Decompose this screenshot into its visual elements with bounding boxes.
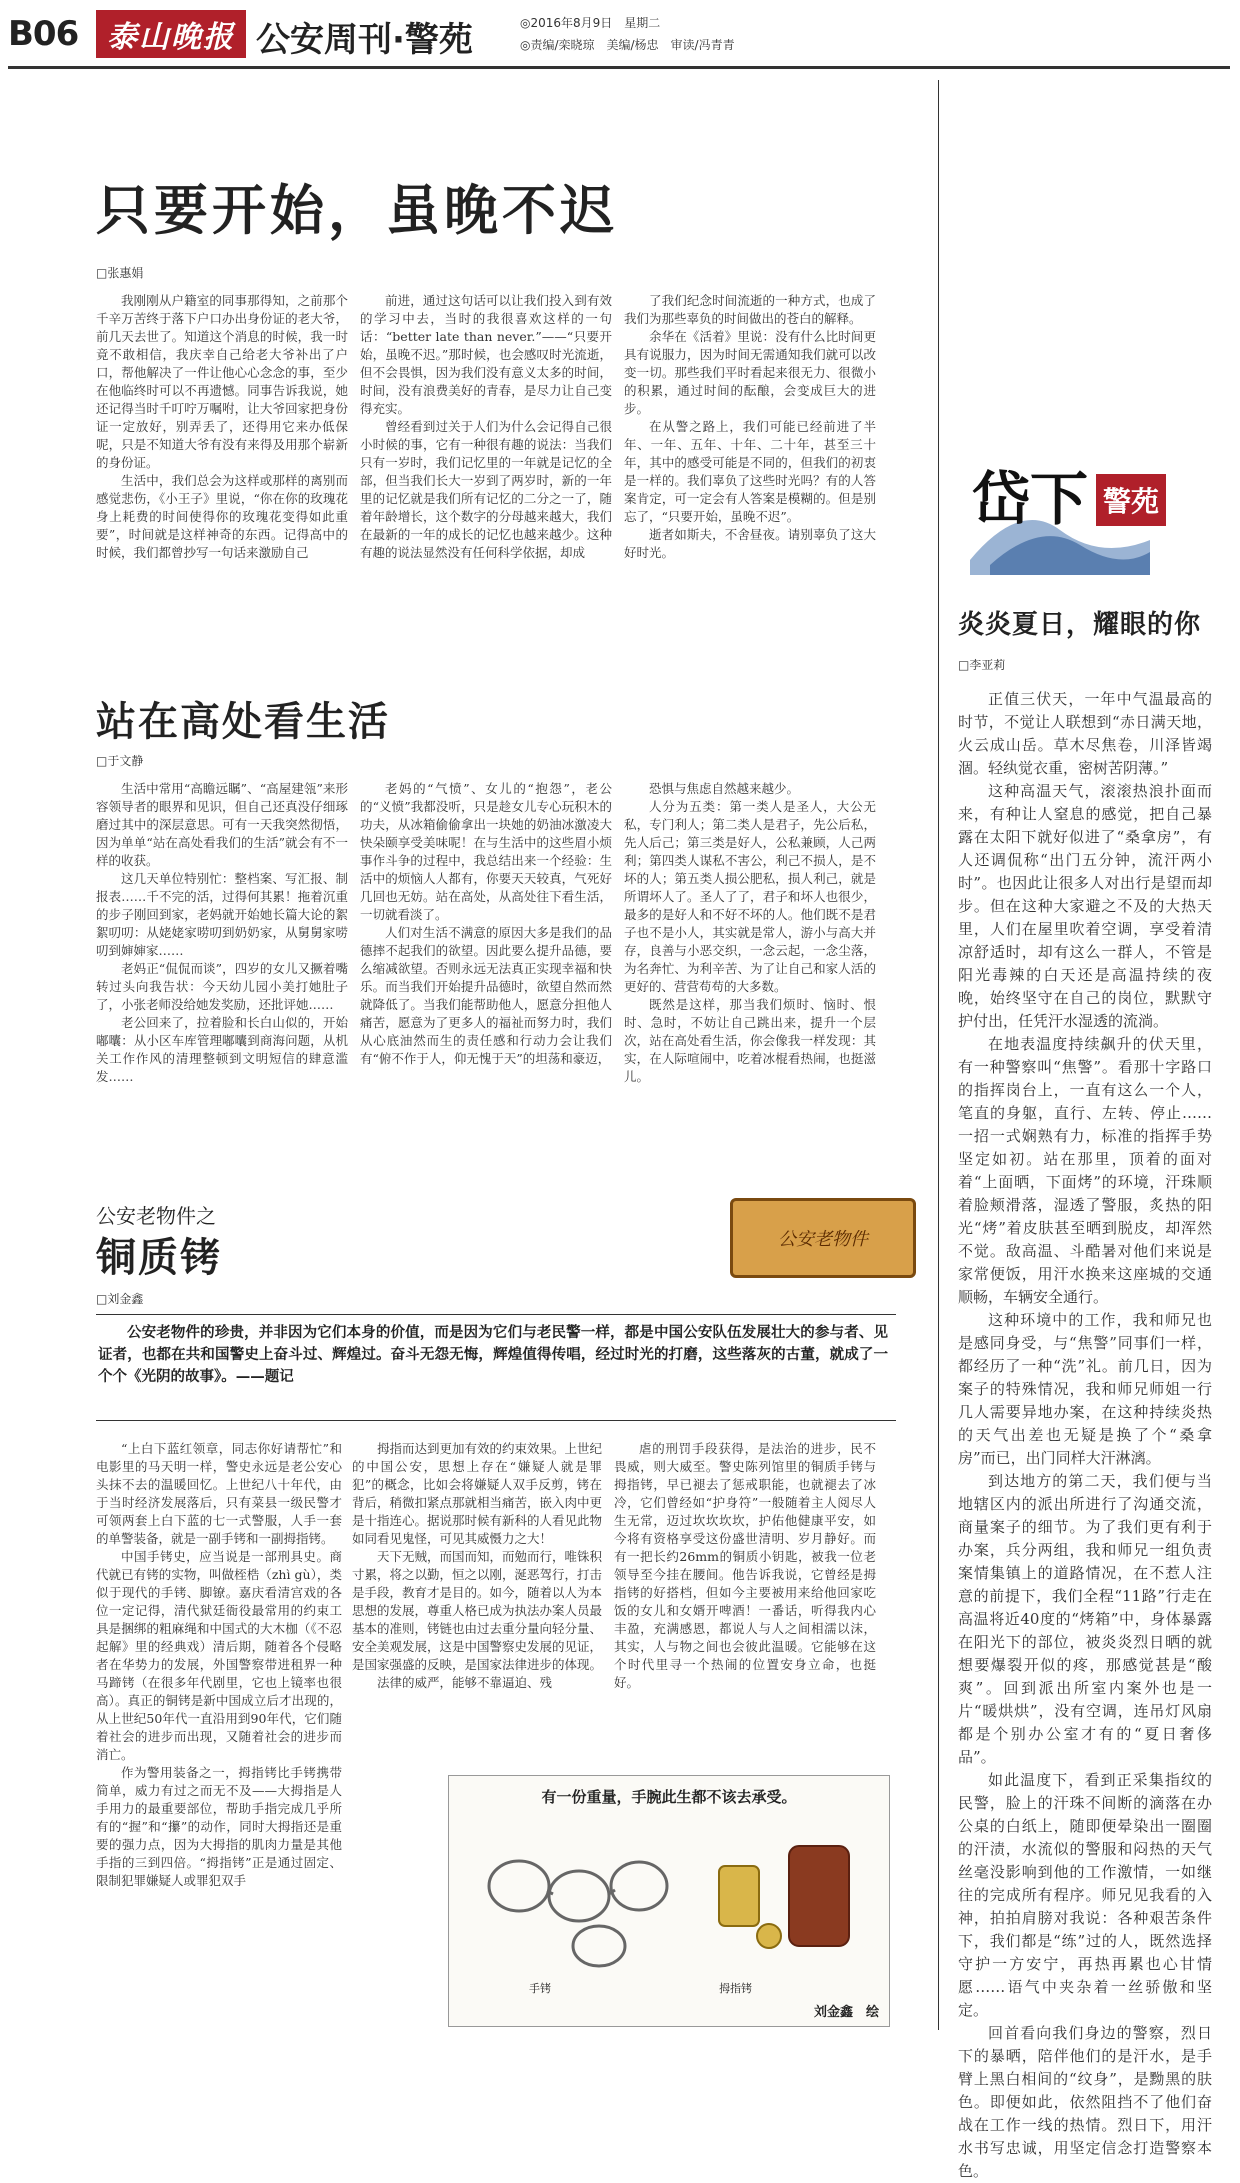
- paragraph: “上白下蓝红领章，同志你好请帮忙”和电影里的马天明一样，警史永远是老公安心头抹不去的温暖回忆。上世纪八十年代，由于当时经济发展落后，只有菜县一级民警才可领两套上白下蓝的七一式警服，人手一套的单警装备，就是一副手铐和一副拇指铐。: [96, 1441, 342, 1546]
- illustration-caption: 有一份重量，手腕此生都不该去承受。: [541, 1788, 797, 1806]
- label-right: 拇指铐: [719, 1982, 752, 1995]
- page-number: B06: [8, 14, 79, 54]
- sidebar-title: 炎炎夏日，耀眼的你: [958, 610, 1202, 640]
- section-title: 公安周刊·警苑: [256, 20, 473, 60]
- paragraph: 法律的威严，能够不靠逼迫、残: [377, 1675, 553, 1690]
- handcuffs-illustration: [448, 1775, 890, 2027]
- paragraph: 在地表温度持续飙升的伏天里，有一种警察叫“焦警”。看那十字路口的指挥岗台上，一直有这么一个人，笔直的身躯，直行、左转、停止……一招一式娴熟有力，标准的指挥手势坚定如初。站在那里，顶着的面对着“上面晒，下面烤”的环境，汗珠顺着脸颊滑落，湿透了警服，炙热的阳光“烤”着皮肤甚至晒到脱皮，却浑然不觉。敌高温、斗酷暑对他们来说是家常便饭，用汗水换来这座城的交通顺畅，车辆安全通行。: [958, 1035, 1212, 1306]
- paragraph: 在从警之路上，我们可能已经前进了半年、一年、五年、十年、二十年，甚至三十年，其中的感受可能是不同的，但我们的初衷是一样的。我们辜负了这些时光吗？有的人答案肯定，可一定会有人答案是模糊的。但是别忘了，“只要开始，虽晚不迟”。: [624, 419, 876, 524]
- label-left: 手铐: [529, 1982, 551, 1995]
- article2-title: 站在高处看生活: [96, 699, 390, 745]
- intro-top-rule: [96, 1314, 896, 1315]
- sidebar-body: [958, 688, 1212, 2180]
- article3-byline: □刘金鑫: [96, 1292, 144, 1306]
- paragraph: 回首看向我们身边的警察，烈日下的暴晒，陪伴他们的是汗水，是手臂上黑白相间的“纹身”，是黝黑的肤色。即便如此，依然阻挡不了他们奋战在工作一线的热情。烈日下，用汗水书写忠诚，用坚定信念打造警察本色。: [958, 2024, 1212, 2180]
- paragraph: 如此温度下，看到正采集指纹的民警，脸上的汗珠不间断的滴落在办公桌的白纸上，随即便晕染出一圈圈的汗渍，水流似的警服和闷热的天气丝毫没影响到他的工作激情，一如继往的完成所有程序。师兄见我看的入神，拍拍肩膀对我说：各种艰苦条件下，我们都是“练”过的人，既然选择守护一方安宁，再热再累也心甘情愿……语气中夹杂着一丝骄傲和坚定。: [958, 1771, 1212, 2019]
- article1-col2: [360, 292, 612, 676]
- article1-byline: □张惠娟: [96, 266, 144, 280]
- article3-col1: [96, 1440, 342, 2030]
- paragraph: 正值三伏天，一年中气温最高的时节，不觉让人联想到“赤日满天地，火云成山岳。草木尽焦卷，川泽皆竭涸。轻纨觉衣重，密树苦阴薄。”: [958, 690, 1212, 777]
- paragraph: 拇指而达到更加有效的约束效果。上世纪的中国公安，思想上存在“嫌疑人就是罪犯”的概念，比如会将嫌疑人双手反剪，铐在背后，稍微扣紧点那就相当痛苦，嵌入肉中更是十指连心。据说那时候有新科的人看见此物如同看见鬼怪，可见其威慑力之大！: [352, 1441, 603, 1546]
- paragraph: 了我们纪念时间流逝的一种方式，也成了我们为那些辜负的时间做出的苍白的解释。: [624, 293, 876, 326]
- column-divider: [938, 80, 939, 2030]
- paragraph: 我刚刚从户籍室的同事那得知，之前那个千辛万苦终于落下户口办出身份证的老大爷，前几天去世了。知道这个消息的时候，我一时竟不敢相信，我庆幸自己给老大爷补出了户口，帮他解决了一件让他心心念念的事，至少在他临终时可以不再遗憾。同事告诉我说，她还记得当时千叮咛万嘱咐，让大爷回家把身份证一定放好，别弄丢了，还得用它来办低保呢，只是不知道大爷有没有来得及用那个崭新的身份证。: [96, 293, 348, 470]
- article2-col2: [360, 780, 612, 1180]
- paragraph: 人分为五类：第一类人是圣人，大公无私，专门利人；第二类人是君子，先公后私，先人后己；第三类是好人，公私兼顾，人己两利；第四类人谋私不害公，利己不损人，是不坏的人；第五类人损公肥私，损人利己，就是所谓坏人了。圣人了了，君子和坏人也很少，最多的是好人和不好不坏的人。他们既不是君子也不是小人，其实就是常人，游小与高大并存，良善与小恶交织，一念云起，一念尘落，为名奔忙、为利辛苦、为了让自己和家人活的更好的、营营苟苟的大多数。: [624, 799, 876, 994]
- article2-col3: [624, 780, 876, 1180]
- paragraph: 天下无贼，而国而知，而勉而行，唯铢积寸累，将之以勤，恒之以刚，涎恶驾行，打击是手段，教育才是目的。如今，随着以人为本思想的发展，尊重人格已成为执法办案人员最基本的准则，铐链也由过去重分量向轻分量、安全美观发展，这是中国警察史发展的见证，是国家强盛的反映，是国家法律进步的体现。: [352, 1549, 603, 1672]
- article3-intro: 公安老物件的珍贵，并非因为它们本身的价值，而是因为它们与老民警一样，都是中国公安队伍发展壮大的参与者、见证者，也都在共和国警史上奋斗过、辉煌过。奋斗无怨无悔，辉煌值得传唱，经过时光的打磨，这些落灰的古董，就成了一个个《光阴的故事》。——题记: [98, 1325, 888, 1385]
- handcuffs-drawing-icon: [469, 1826, 869, 1976]
- date-line: ◎2016年8月9日 星期二: [520, 16, 661, 30]
- paragraph: 这几天单位特别忙：整档案、写汇报、制报表……千不完的活，过得何其累！拖着沉重的步子刚回到家，老妈就开始她长篇大论的絮絮叨叨：从姥姥家唠叨到奶奶家，从舅舅家唠叨到婶婶家……: [96, 871, 348, 958]
- article3-col3: [614, 1440, 876, 1760]
- editors-line: ◎责编/栾晓琼 美编/杨忠 审读/冯青青: [520, 38, 735, 52]
- paragraph: 余华在《活着》里说：没有什么比时间更具有说服力，因为时间无需通知我们就可以改变一切。那些我们平时看起来很无力、很微小的积累，通过时间的酝酿，会变成巨大的进步。: [624, 329, 876, 416]
- article1-col1: [96, 292, 348, 676]
- paragraph: 老公回来了，拉着脸和长白山似的，开始嘟囔：从小区车库管理嘟囔到商海问题，从机关工作作风的清理整顿到文明短信的肆意滥发……: [96, 1015, 348, 1084]
- article1-col3: [624, 292, 876, 676]
- paragraph: 中国手铐史，应当说是一部刑具史。商代就已有铐的实物，叫做桎梏（zhì gù），类似于现代的手铐、脚镣。嘉庆看清宫戏的各位一定记得，清代狱廷衙役最常用的约束工具是捆绑的粗麻绳和中国式的大木枷（《不忍起解》里的经典戏）清后期，随着各个侵略者在华势力的发展，外国警察带进租界一种马蹄铐（在很多年代剧里，它也上镜率也很高）。真正的铜铐是新中国成立后才出现的，从上世纪50年代一直沿用到90年代，它们随着社会的进步而出现，又随着社会的进步而消亡。: [96, 1549, 342, 1762]
- paragraph: 人们对生活不满意的原因大多是我们的品德摔不起我们的欲望。因此要么提升品德，要么缩减欲望。否则永远无法真正实现幸福和快乐。而当我们开始提升品德时，欲望自然而然就降低了。当我们能帮助他人，愿意分担他人痛苦，愿意为了更多人的福祉而努力时，我们从心底油然而生的责任感和行动力会让我们有“俯不作于人，仰无愧于天”的坦荡和豪迈，: [360, 925, 612, 1066]
- old-items-badge: 公安老物件: [730, 1198, 916, 1278]
- article3-title: 铜质铐: [96, 1235, 222, 1281]
- paragraph: 虐的刑罚手段获得，是法治的进步，民不畏威，则大威至。警史陈列馆里的铜质手铐与拇指铐，早已褪去了惩戒职能，也就褪去了冰冷，它们曾经如“护身符”一般随着主人阅尽人生无常，迈过坎坎坎坎，护佑他健康平安，如今将有资格享受这份盛世清明、岁月静好。而有一把长约26mm的铜质小钥匙，被我一位老领导至今挂在腰间。他告诉我说，它曾经是拇指铐的好搭档，但如今主要被用来给他回家吃饭的女儿和女婿开啤酒！一番话，听得我内心丰盈，充满感恩，都说人与人之间相濡以沫，其实，人与物之间也会彼此温暖。它能够在这个时代里寻一个热闹的位置安身立命，也挺好。: [614, 1441, 876, 1690]
- paragraph: 这种高温天气，滚滚热浪扑面而来，有种让人窒息的感觉，把自己暴露在太阳下就好似进了“桑拿房”，有人还调侃称“出门五分钟，流汗两小时”。也因此让很多人对出行是望而却步。但在这种大家避之不及的大热天里，人们在屋里吹着空调，享受着清凉舒适时，却有这么一群人，不管是阳光毒辣的白天还是高温持续的夜晚，始终坚守在自己的岗位，默默守护付出，任凭汗水湿透的流淌。: [958, 782, 1212, 1030]
- paragraph: 这种环境中的工作，我和师兄也是感同身受，与“焦警”同事们一样，都经历了一种“洗”礼。前几日，因为案子的特殊情况，我和师兄师姐一行几人需要异地办案，在这种持续炎热的天气出差也无疑是换了个“桑拿房”而已，出门同样大汗淋漓。: [958, 1311, 1212, 1467]
- paper-logo: 泰山晚报: [96, 10, 246, 58]
- sidebar-logo-sub: 警苑: [1096, 474, 1166, 526]
- paragraph: 老妈的“气愤”、女儿的“抱怨”，老公的“义愤”我都没听，只是趁女儿专心玩积木的功夫，从冰箱偷偷拿出一块她的奶油冰激凌大快朵颐享受美味呢！在与生活中的这些眉小烦事作斗争的过程中，我总结出来一个经验：生活中的烦恼人人都有，你要天天较真，气死好几回也无妨。站在高处，从高处往下看生活，一切就看淡了。: [360, 781, 612, 922]
- paragraph: 生活中常用“高瞻远瞩”、“高屋建瓴”来形容领导者的眼界和见识，但自己还真没仔细琢磨过其中的深层意思。可有一天我突然彻悟，因为单单“站在高处看我们的生活”就会有不一样的收获。: [96, 781, 348, 868]
- article3-col2: [352, 1440, 602, 1760]
- article2-byline: □于文静: [96, 754, 144, 768]
- paragraph: 生活中，我们总会为这样或那样的离别而感觉悲伤，《小王子》里说，“你在你的玫瑰花身上耗费的时间使得你的玫瑰花变得如此重要”，时间就是这样神奇的东西。记得高中的时候，我们都曾抄写一句话来激励自己: [96, 473, 348, 560]
- paragraph: 逝者如斯夫，不舍昼夜。请别辜负了这大好时光。: [624, 527, 876, 560]
- paragraph: 前进，通过这句话可以让我们投入到有效的学习中去，当时的我很喜欢这样的一句话：“better late than never.”——“只要开始，虽晚不迟。”那时候，也会感叹时光流逝，但不会畏惧，因为我们没有意义太多的时间，时间，没有浪费美好的青春，是尽力让自己变得充实。: [360, 293, 612, 416]
- paragraph: 作为警用装备之一，拇指铐比手铐携带简单，威力有过之而无不及——大拇指是人手用力的最重要部位，帮助手指完成几乎所有的“握”和“攥”的动作，同时大拇指还是重要的强力点，因为大拇指的肌肉力量是其他手指的三到四倍。“拇指铐”正是通过固定、限制犯罪嫌疑人或罪犯双手: [96, 1765, 342, 1888]
- paragraph: 既然是这样，那当我们烦时、恼时、恨时、急时，不妨让自己跳出来，提升一个层次，站在高处看生活，你会像我一样发现：其实，在人际喧闹中，吃着冰棍看热闹，也挺滋儿。: [624, 997, 876, 1084]
- sidebar-logo-text: 岱下: [972, 465, 1089, 533]
- intro-bottom-rule: [96, 1420, 896, 1421]
- paragraph: 曾经看到过关于人们为什么会记得自己很小时候的事，它有一种很有趣的说法：当我们只有一岁时，我们记忆里的一年就是记忆的全部，但当我们长大一岁到了两岁时，新的一年里的记忆就是我们所有记忆的二分之一了，随着年龄增长，这个数字的分母越来越大，我们在最新的一年的成长的记忆也越来越少。这种有趣的说法显然没有任何科学依据，却成: [360, 419, 612, 560]
- paragraph: 老妈正“侃侃而谈”，四岁的女儿又撅着嘴转过头向我告状：今天幼儿园小美打她肚子了，小张老师没给她发奖励，还批评她……: [96, 961, 348, 1012]
- article1-title: 只要开始，虽晚不迟: [96, 179, 618, 242]
- article2-col1: [96, 780, 348, 1180]
- illustration-credit: 刘金鑫 绘: [813, 2005, 879, 2020]
- paragraph: 恐惧与焦虑自然越来越少。: [649, 781, 800, 796]
- paragraph: 到达地方的第二天，我们便与当地辖区内的派出所进行了沟通交流，商量案子的细节。为了我们更有利于办案，兵分两组，我和师兄一组负责案情集镇上的道路情况，在不惹人注意的前提下，我们全程“11路”行走在高温将近40度的“烤箱”中，身体暴露在阳光下的部位，被炎炎烈日晒的就想要爆裂开似的疼，那感觉甚是“酸爽”。回到派出所室内案外也是一片“暖烘烘”，没有空调，连吊灯风扇都是个别办公室才有的“夏日奢侈品”。: [958, 1472, 1212, 1766]
- sidebar-byline: □李亚莉: [958, 658, 1006, 672]
- masthead-divider: [8, 66, 1230, 69]
- article3-kicker: 公安老物件之: [96, 1204, 216, 1228]
